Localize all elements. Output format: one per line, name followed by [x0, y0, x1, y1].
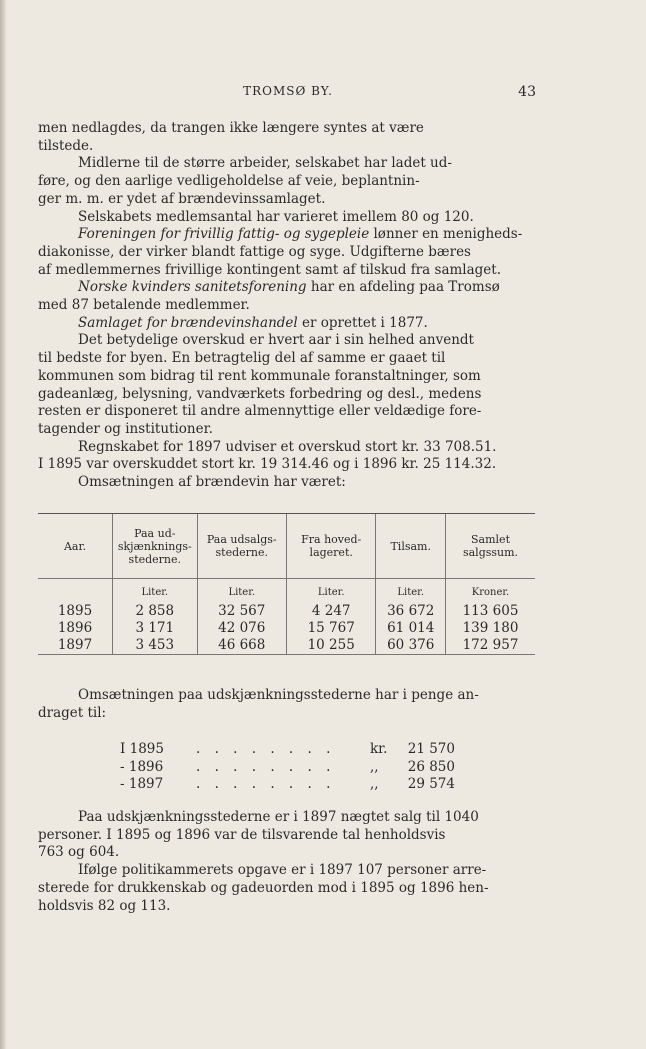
amount: 26 850	[407, 758, 455, 775]
text-line: Regnskabet for 1897 udviser et overskud stort kr. 33 708.51.	[78, 438, 497, 455]
unit-cell: Liter.	[376, 579, 446, 604]
mid-paragraph	[38, 687, 535, 722]
text-line: 763 og 604.	[38, 844, 120, 861]
table-cell: 3 453	[113, 637, 197, 655]
text-line	[38, 279, 535, 297]
dot-leader: . . . . . . . .	[196, 741, 336, 757]
page-header	[40, 84, 536, 104]
currency-mark: ,,	[370, 758, 379, 775]
table-cell: 32 567	[197, 603, 286, 620]
text-line: ger m. m. er ydet af brændevinssamlaget.	[38, 190, 326, 207]
society-name: Foreningen for frivillig fattig- og sygepleie	[78, 226, 370, 243]
amount: 29 574	[407, 776, 455, 792]
year-cell: 1897	[38, 637, 113, 655]
unit-cell: Liter.	[286, 579, 375, 604]
year-label: - 1897	[120, 776, 164, 792]
amount: 21 570	[407, 741, 455, 757]
page-number: 43	[518, 84, 536, 100]
unit-cell: Liter.	[197, 579, 286, 604]
text-line: holdsvis 82 og 113.	[38, 897, 171, 914]
list-item	[120, 759, 455, 777]
text-line: kommunen som bidrag til rent kommunale foranstaltninger, som	[38, 367, 481, 384]
text-line: med 87 betalende medlemmer.	[38, 297, 250, 314]
column-header: Samlet salgssum.	[446, 514, 535, 579]
year-label: I 1895	[120, 741, 164, 757]
column-header: Paa ud-skjænknings-stederne.	[113, 514, 197, 579]
lower-text	[38, 809, 535, 915]
table-cell: 4 247	[286, 603, 375, 620]
text-fragment: er oprettet i 1877.	[297, 314, 428, 331]
table-cell: 10 255	[286, 637, 375, 655]
text-line: personer. I 1895 og 1896 var de tilsvarende tal henholdsvis	[38, 826, 446, 843]
table-row	[38, 603, 535, 620]
table-cell: 46 668	[197, 637, 286, 655]
column-header: Tilsam.	[376, 514, 446, 579]
currency-mark: ,,	[370, 776, 379, 792]
text-line: til bedste for byen. En betragtelig del af samme er gaaet til	[38, 350, 446, 367]
text-line	[38, 315, 535, 333]
running-title: TROMSØ BY.	[243, 84, 333, 98]
text-line: I 1895 var overskuddet stort kr. 19 314.46 og i 1896 kr. 25 114.32.	[38, 456, 497, 473]
text-fragment: har en afdeling paa Tromsø	[306, 279, 500, 296]
text-line: tagender og institutioner.	[38, 420, 213, 437]
text-line: diakonisse, der virker blandt fattige og syge. Udgifterne bæres	[38, 243, 471, 260]
currency-mark: kr.	[370, 741, 388, 757]
unit-cell: Liter.	[113, 579, 197, 604]
table-cell: 61 014	[376, 620, 446, 637]
column-header: Paa udsalgs-stederne.	[197, 514, 286, 579]
unit-row	[38, 579, 535, 604]
text-line: af medlemmernes frivillige kontingent samt af tilskud fra samlaget.	[38, 261, 502, 278]
year-label: - 1896	[120, 758, 164, 775]
text-line: Omsætningen af brændevin har været:	[78, 474, 346, 491]
text-line: resten er disponeret til andre almennyttige eller veldædige fore-	[38, 403, 482, 420]
table-cell: 139 180	[446, 620, 535, 637]
year-cell: 1895	[57, 603, 93, 619]
unit-cell	[38, 579, 113, 604]
table-cell: 60 376	[376, 637, 446, 655]
text-line: draget til:	[38, 704, 107, 721]
table-cell: 3 171	[113, 620, 197, 637]
sales-table	[38, 513, 535, 655]
table-cell: 113 605	[446, 603, 535, 620]
table-cell: 2 858	[113, 603, 197, 620]
table-cell: 15 767	[286, 620, 375, 637]
text-line: føre, og den aarlige vedligeholdelse af veie, beplantnin-	[38, 173, 420, 190]
text-line: Omsætningen paa udskjænkningsstederne har i penge an-	[78, 687, 479, 703]
amount-list	[120, 741, 455, 794]
unit-cell: Kroner.	[446, 579, 535, 604]
text-line: Selskabets medlemsantal har varieret imellem 80 og 120.	[78, 208, 474, 225]
list-item	[120, 776, 455, 794]
text-line: gadeanlæg, belysning, vandværkets forbedring og desl., medens	[38, 385, 482, 402]
text-line: Ifølge politikammerets opgave er i 1897 107 personer arre-	[78, 862, 487, 879]
table-header-row	[38, 514, 535, 579]
year-cell: 1896	[57, 620, 93, 636]
text-line: tilstede.	[38, 137, 94, 154]
table-row	[38, 637, 535, 655]
table-row	[38, 620, 535, 637]
text-line: Midlerne til de større arbeider, selskabet har ladet ud-	[78, 155, 452, 172]
dot-leader: . . . . . . . .	[196, 758, 336, 775]
text-line: Paa udskjænkningsstederne er i 1897 nægtet salg til 1040	[78, 809, 479, 825]
text-line: sterede for drukkenskab og gadeuorden mod i 1895 og 1896 hen-	[38, 879, 489, 896]
body-text	[38, 120, 535, 492]
table-cell: 42 076	[197, 620, 286, 637]
table-cell: 36 672	[376, 603, 446, 620]
page-spine-shadow	[0, 0, 7, 1049]
society-name: Norske kvinders sanitetsforening	[78, 279, 307, 296]
column-header: Aar.	[38, 514, 113, 579]
column-header: Fra hoved-lageret.	[286, 514, 375, 579]
dot-leader: . . . . . . . .	[196, 776, 336, 792]
text-line: men nedlagdes, da trangen ikke længere syntes at være	[38, 120, 424, 136]
text-fragment: lønner en menigheds-	[369, 226, 523, 243]
text-line	[38, 226, 535, 244]
text-line: Det betydelige overskud er hvert aar i sin helhed anvendt	[78, 332, 474, 349]
list-item	[120, 741, 455, 759]
table-cell: 172 957	[446, 637, 535, 655]
society-name: Samlaget for brændevinshandel	[78, 314, 298, 331]
